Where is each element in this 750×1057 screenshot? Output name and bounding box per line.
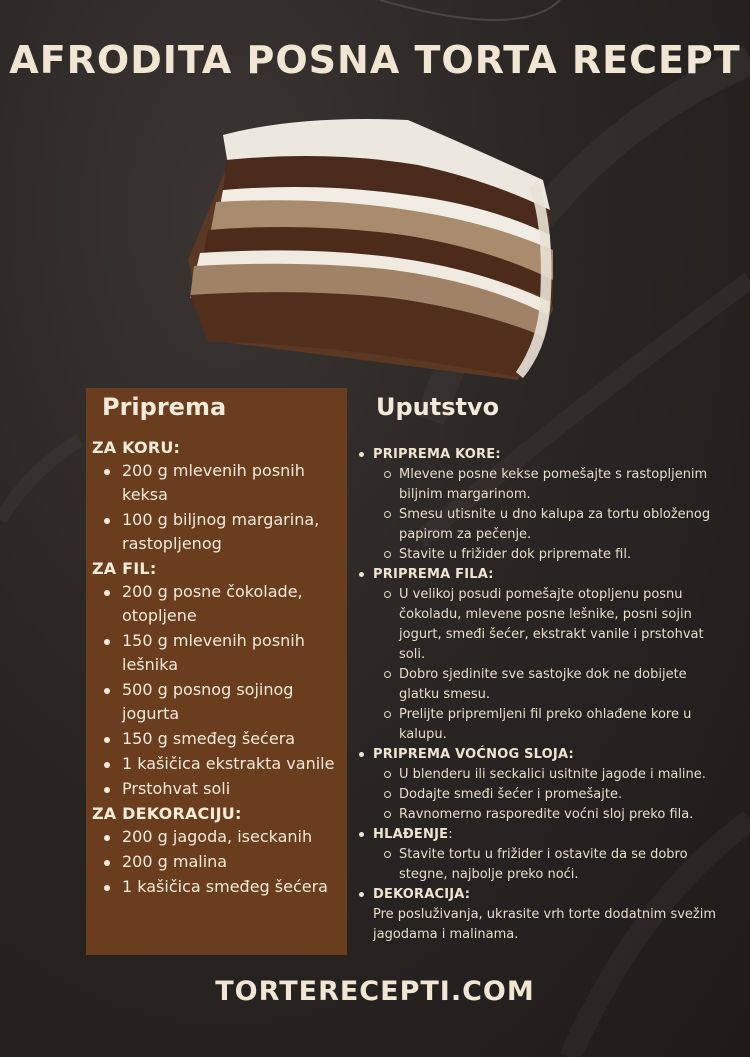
substep-list xyxy=(373,765,730,825)
substep-item: Ravnomerno rasporedite voćni sloj preko fila. xyxy=(383,805,730,825)
section-heading-dekoracija: ZA DEKORACIJU: xyxy=(92,804,242,823)
ingredient-item: 200 g mlevenih posnih keksa xyxy=(100,459,347,507)
step-dekoracija xyxy=(356,885,730,905)
step-heading: PRIPREMA KORE: xyxy=(373,447,501,462)
ingredient-list-dekoracija xyxy=(92,825,347,899)
site-footer: TORTERECEPTI.COM xyxy=(215,976,535,1007)
ingredient-list-fil xyxy=(92,580,347,801)
ingredient-list-kora xyxy=(92,459,347,556)
ingredient-item: 1 kašičica smeđeg šećera xyxy=(100,875,347,899)
ingredient-item: 200 g jagoda, iseckanih xyxy=(100,825,347,849)
page-title: AFRODITA POSNA TORTA RECEPT xyxy=(9,38,741,82)
step-priprema-kore xyxy=(356,445,730,565)
instruction-steps xyxy=(356,445,730,905)
step-hladjenje xyxy=(356,825,730,885)
ingredient-item: 150 g mlevenih posnih lešnika xyxy=(100,629,347,677)
step-heading: PRIPREMA FILA: xyxy=(373,567,494,582)
step-heading: DEKORACIJA: xyxy=(373,887,471,902)
step-heading-colon: : xyxy=(448,827,453,842)
uputstvo-panel xyxy=(356,388,730,945)
ingredient-item: Prstohvat soli xyxy=(100,777,347,801)
substep-item: Mlevene posne kekse pomešajte s rastopljenim biljnim margarinom. xyxy=(383,465,730,505)
substep-item: Stavite tortu u frižider i ostavite da se dobro stegne, najbolje preko noći. xyxy=(383,845,730,885)
section-heading-fil: ZA FIL: xyxy=(92,559,157,578)
substep-item: Stavite u frižider dok pripremate fil. xyxy=(383,545,730,565)
substep-item: U velikoj posudi pomešajte otopljenu posnu čokoladu, mlevene posne lešnike, posni sojin jogurt, smeđi šećer, ekstrakt vanile i prstohvat soli. xyxy=(383,585,730,665)
priprema-title: Priprema xyxy=(102,393,227,421)
cake-slice-image xyxy=(178,110,563,385)
ingredient-item: 200 g posne čokolade, otopljene xyxy=(100,580,347,628)
ingredient-item: 150 g smeđeg šećera xyxy=(100,727,347,751)
step-dekoracija-text: Pre posluživanja, ukrasite vrh torte dodatnim svežim jagodama i malinama. xyxy=(373,907,717,942)
substep-item: U blenderu ili seckalici usitnite jagode i maline. xyxy=(383,765,730,785)
uputstvo-title: Uputstvo xyxy=(376,393,500,421)
priprema-panel xyxy=(86,388,347,955)
substep-item: Dodajte smeđi šećer i promešajte. xyxy=(383,785,730,805)
substep-list xyxy=(373,465,730,565)
ingredient-item: 200 g malina xyxy=(100,850,347,874)
ingredient-item: 500 g posnog sojinog jogurta xyxy=(100,678,347,726)
ingredient-item: 1 kašičica ekstrakta vanile xyxy=(100,752,347,776)
section-heading-kora: ZA KORU: xyxy=(92,438,181,457)
ingredient-item: 100 g biljnog margarina, rastopljenog xyxy=(100,508,347,556)
step-priprema-fila xyxy=(356,565,730,745)
step-priprema-vocnog-sloja xyxy=(356,745,730,825)
substep-list xyxy=(373,585,730,745)
substep-item: Smesu utisnite u dno kalupa za tortu obloženog papirom za pečenje. xyxy=(383,505,730,545)
step-heading: PRIPREMA VOĆNOG SLOJA: xyxy=(373,747,574,762)
substep-item: Prelijte pripremljeni fil preko ohlađene kore u kalupu. xyxy=(383,705,730,745)
substep-list xyxy=(373,845,730,885)
substep-item: Dobro sjedinite sve sastojke dok ne dobijete glatku smesu. xyxy=(383,665,730,705)
step-heading-text: HLAĐENJE xyxy=(373,827,449,842)
step-heading xyxy=(373,825,730,845)
